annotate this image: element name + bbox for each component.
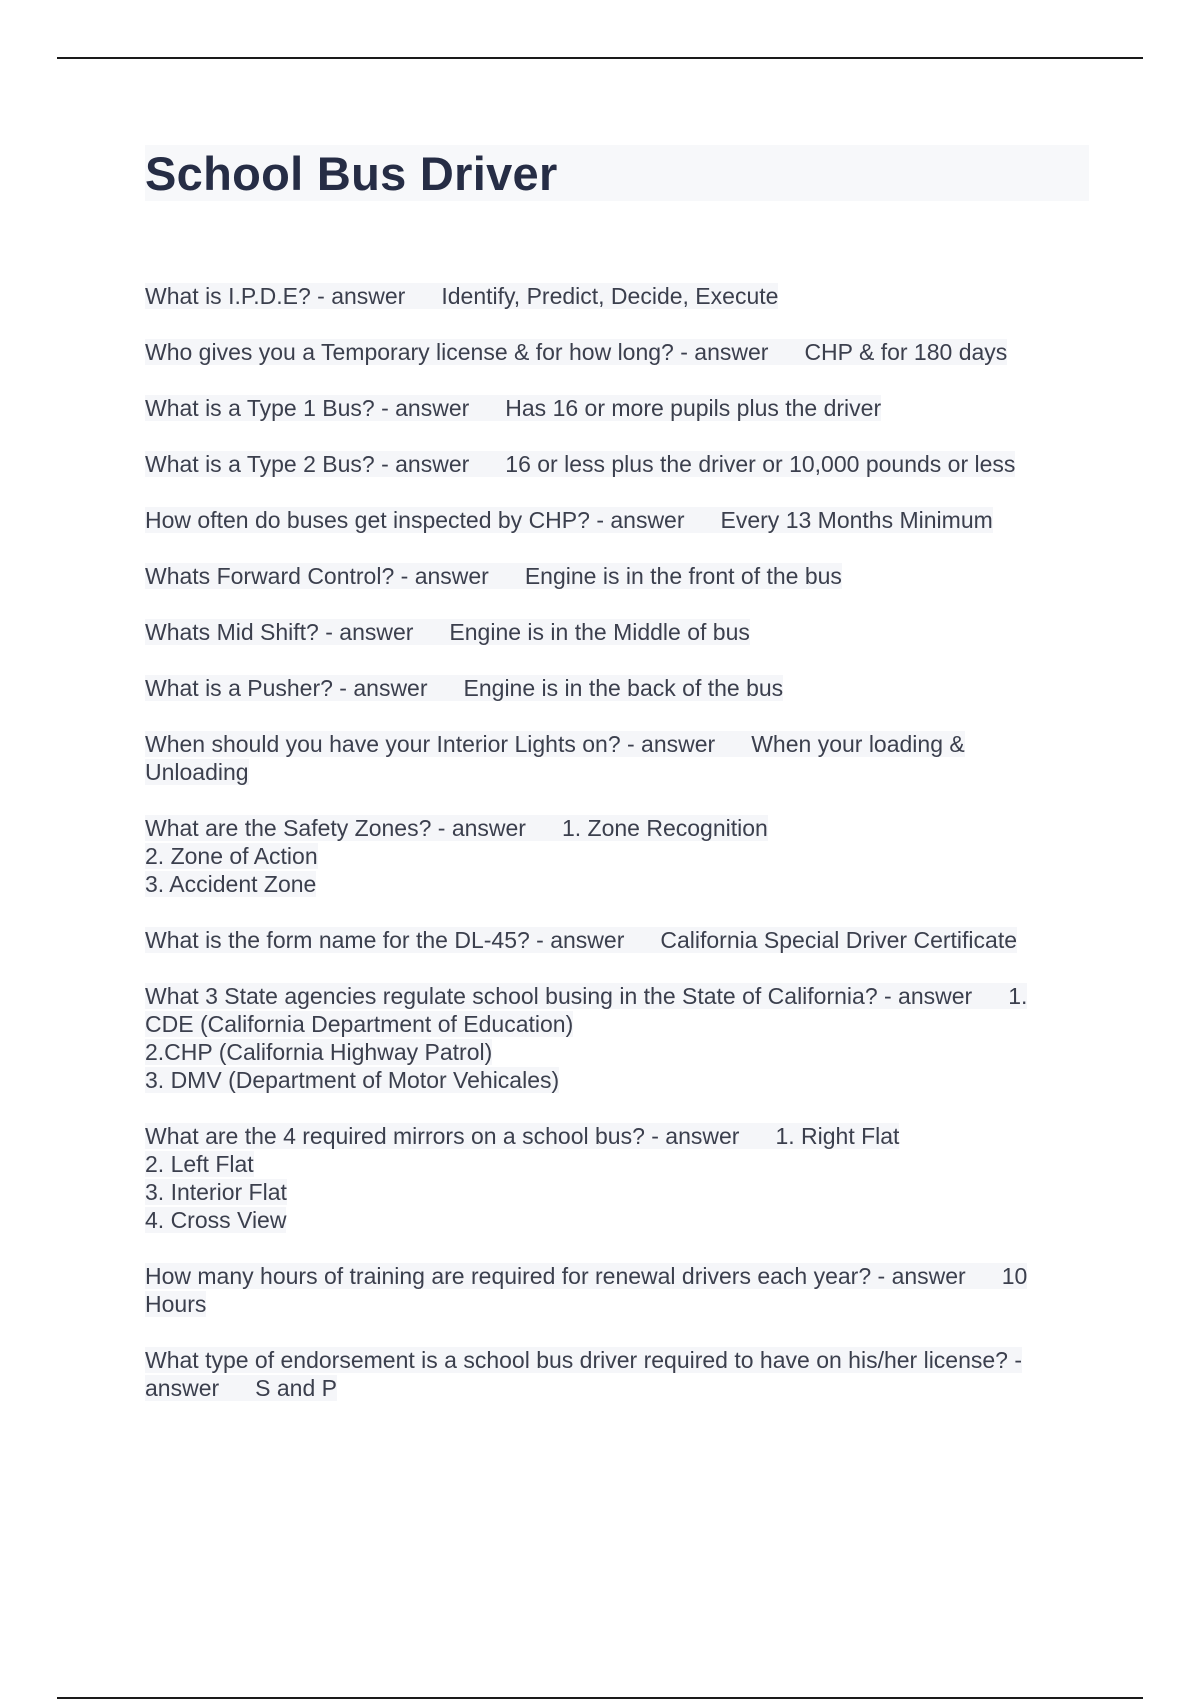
question-15: What type of endorsement is a school bus driver required to have on his/her license? - (145, 1347, 1023, 1373)
answer-12: 1. (1008, 983, 1028, 1009)
answer-5: Every 13 Months Minimum (720, 507, 993, 533)
header-rule (57, 57, 1143, 59)
answer-10-line-2: 2. Zone of Action (145, 843, 318, 869)
question-3: What is a Type 1 Bus? - answer (145, 395, 470, 421)
page-title: School Bus Driver (145, 147, 558, 200)
answer-8: Engine is in the back of the bus (463, 675, 784, 701)
qa-item-8 (145, 674, 1085, 702)
answer-15: S and P (255, 1375, 337, 1401)
question-9: When should you have your Interior Lights on? - answer (145, 731, 716, 757)
answer-10-line-3: 3. Accident Zone (145, 871, 317, 897)
qa-item-1 (145, 282, 1085, 310)
answer-12-line-4: 3. DMV (Department of Motor Vehicales) (145, 1067, 560, 1093)
qa-item-3 (145, 394, 1085, 422)
answer-1: Identify, Predict, Decide, Execute (441, 283, 779, 309)
answer-3: Has 16 or more pupils plus the driver (505, 395, 882, 421)
answer-7: Engine is in the Middle of bus (449, 619, 750, 645)
question-5: How often do buses get inspected by CHP? - answer (145, 507, 685, 533)
qa-item-15 (145, 1346, 1085, 1402)
answer-9-line-1: When your loading & (751, 731, 965, 757)
qa-item-10 (145, 814, 1085, 898)
question-11: What is the form name for the DL-45? - answer (145, 927, 625, 953)
qa-item-12 (145, 982, 1085, 1094)
qa-item-4 (145, 450, 1085, 478)
qa-list (145, 282, 1085, 1430)
answer-14: 10 (1001, 1263, 1028, 1289)
qa-item-9 (145, 730, 1085, 786)
answer-13: 1. Right Flat (775, 1123, 900, 1149)
answer-12-line-3: 2.CHP (California Highway Patrol) (145, 1039, 493, 1065)
answer-13-line-3: 3. Interior Flat (145, 1179, 287, 1205)
answer-11: California Special Driver Certificate (660, 927, 1017, 953)
answer-6: Engine is in the front of the bus (524, 563, 842, 589)
question-15-line-2: answer (145, 1375, 220, 1401)
qa-item-14 (145, 1262, 1085, 1318)
question-14: How many hours of training are required for renewal drivers each year? - answer (145, 1263, 966, 1289)
answer-10: 1. Zone Recognition (561, 815, 768, 841)
answer-13-line-4: 4. Cross View (145, 1207, 287, 1233)
question-2: Who gives you a Temporary license & for how long? - answer (145, 339, 769, 365)
question-1: What is I.P.D.E? - answer (145, 283, 406, 309)
answer-4: 16 or less plus the driver or 10,000 pounds or less (505, 451, 1016, 477)
qa-item-13 (145, 1122, 1085, 1234)
question-12: What 3 State agencies regulate school busing in the State of California? - answer (145, 983, 973, 1009)
answer-13-line-2: 2. Left Flat (145, 1151, 254, 1177)
qa-item-5 (145, 506, 1085, 534)
qa-item-7 (145, 618, 1085, 646)
answer-12-line-2: CDE (California Department of Education) (145, 1011, 574, 1037)
question-4: What is a Type 2 Bus? - answer (145, 451, 470, 477)
answer-14-line-2: Hours (145, 1291, 207, 1317)
qa-item-6 (145, 562, 1085, 590)
question-13: What are the 4 required mirrors on a school bus? - answer (145, 1123, 740, 1149)
question-10: What are the Safety Zones? - answer (145, 815, 526, 841)
question-6: Whats Forward Control? - answer (145, 563, 489, 589)
question-7: Whats Mid Shift? - answer (145, 619, 414, 645)
answer-2: CHP & for 180 days (804, 339, 1008, 365)
question-8: What is a Pusher? - answer (145, 675, 428, 701)
qa-item-11 (145, 926, 1085, 954)
answer-9-line-2: Unloading (145, 759, 249, 785)
footer-rule (57, 1697, 1143, 1699)
qa-item-2 (145, 338, 1085, 366)
